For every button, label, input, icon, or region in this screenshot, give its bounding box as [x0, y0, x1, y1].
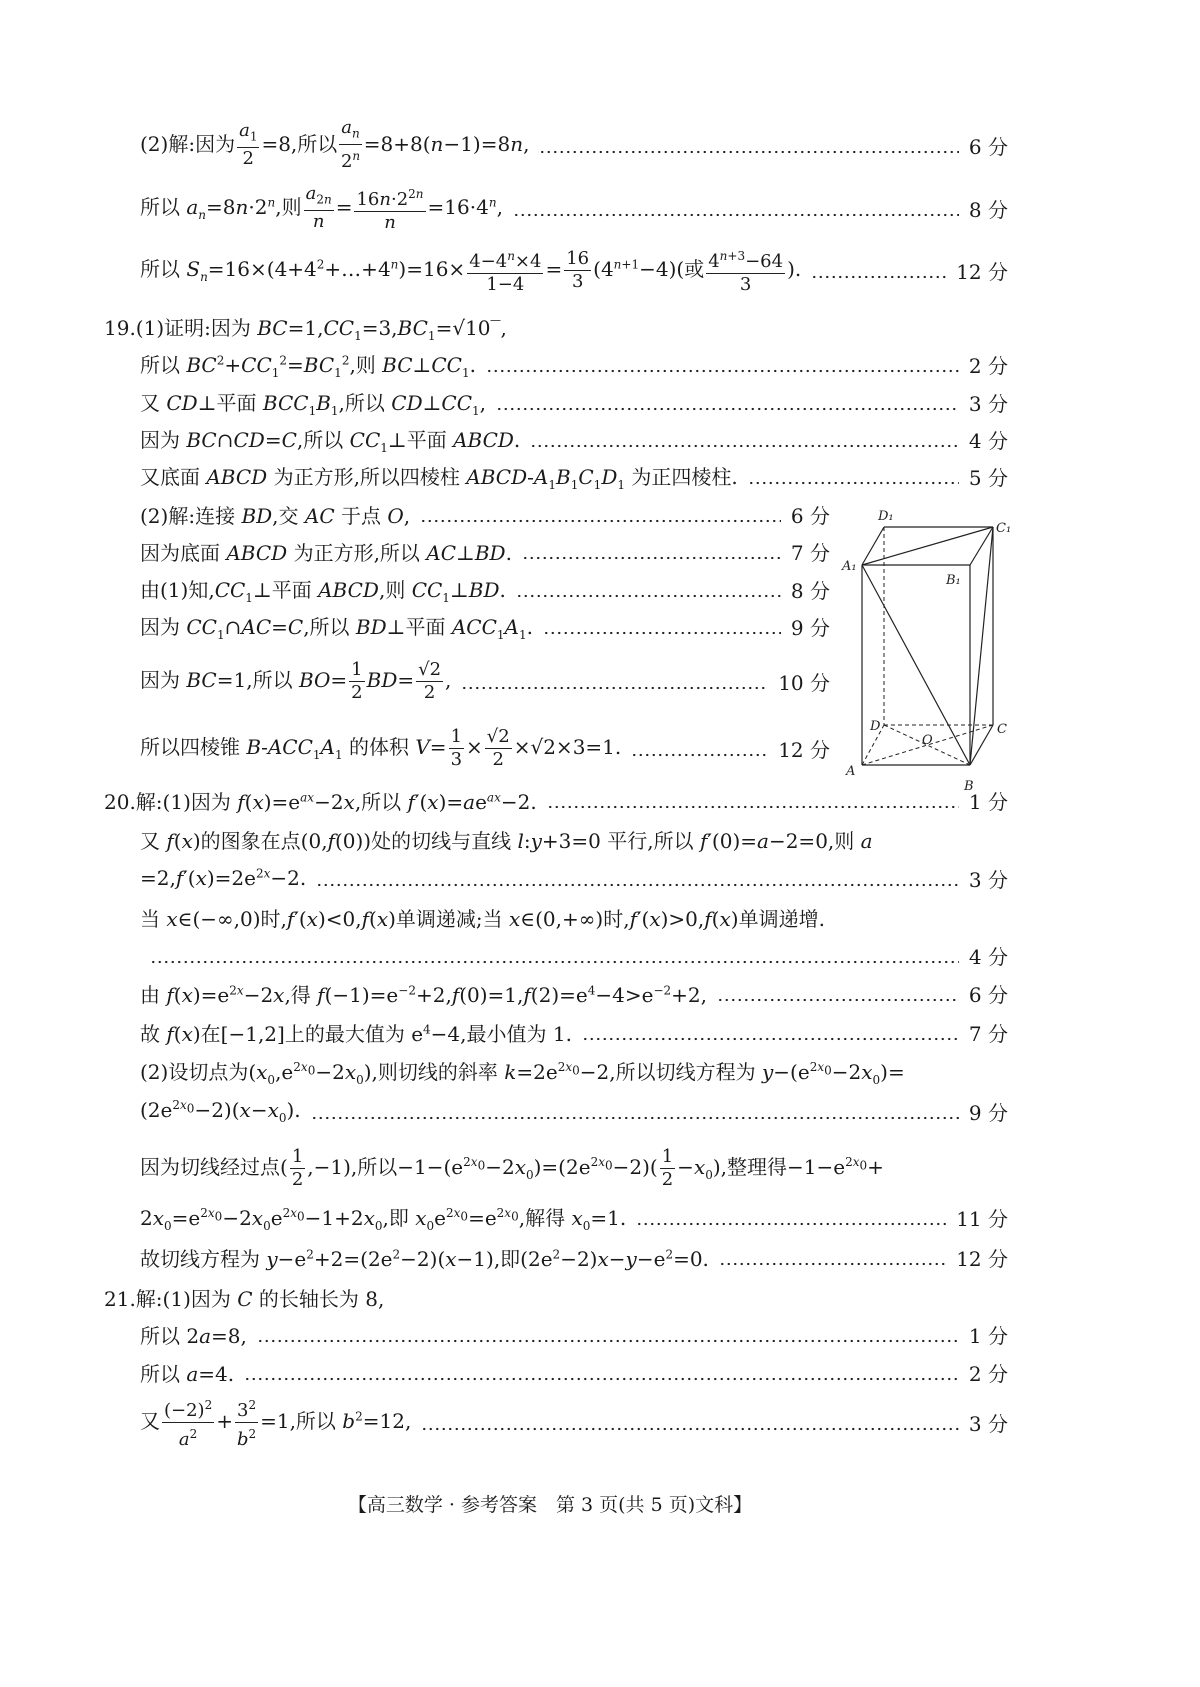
line-text: 因为切线经过点( $\frac{1}{2}$ ,−1),所以$-1-(e^{2x_0}-2x_0)=(2e^{2x_0}-2)$( $\frac{1}{2}$ $-x_0$),整理得$-1-e^{2x_0}+$ — [140, 1145, 884, 1190]
score-label: 7 分 — [790, 540, 830, 565]
answer-line — [140, 116, 1008, 173]
score-label: 5 分 — [968, 465, 1008, 490]
score-label: 11 分 — [956, 1206, 1008, 1231]
line-text: 所以 $S_n=16\times(4+4^2+\dots+4^n)=16\times$ $\frac{4-4^n\times 4}{1-4}$ = $\frac{16}{3}$ $(4^{n+1}-4)$(或 $\frac{4^{n+3}-64}{3}$ ). — [140, 245, 801, 296]
line-text: 所以 a=4. — [140, 1361, 235, 1386]
score-label: 12 分 — [778, 737, 830, 762]
line-text: (2)解:因为 $\frac{a_1}{2}$ =8,所以 $\frac{a_n}{2^n}$ =8+8(n−1)=8n, — [140, 116, 530, 173]
score-label: 10 分 — [778, 670, 830, 695]
dot-leader — [516, 579, 781, 599]
label-a1: A₁ — [842, 559, 857, 574]
dot-leader — [257, 1324, 959, 1344]
label-a: A — [846, 764, 856, 779]
dot-leader — [717, 983, 959, 1003]
dot-leader — [311, 1101, 959, 1121]
score-label: 4 分 — [968, 428, 1008, 453]
answer-line — [140, 382, 1008, 422]
prism-figure — [840, 500, 1030, 800]
answer-line — [140, 344, 1008, 384]
dot-leader — [631, 738, 768, 758]
dot-leader — [811, 260, 946, 280]
score-label: 12 分 — [956, 1246, 1008, 1271]
line-text: 由 $f(x)=e^{2x}-2x$,得 $f(-1)=e^{-2}+2,f(0)=1,f(2)=e^4-4>e^{-2}+2$, — [140, 982, 707, 1007]
dot-leader — [316, 868, 959, 888]
score-label: 7 分 — [968, 1021, 1008, 1046]
line-text: 19.(1)证明:因为 $BC=1,CC_1=3,BC_1=√10‾$, — [104, 315, 507, 343]
line-text: $2x_0=e^{2x_0}-2x_0e^{2x_0}-1+2x_0$,即 $x_0e^{2x_0}=e^{2x_0}$,解得 $x_0=1$. — [140, 1205, 627, 1233]
score-label: 9 分 — [968, 1100, 1008, 1125]
score-label: 3 分 — [968, 391, 1008, 416]
page-footer: 【高三数学 · 参考答案 第 3 页(共 5 页)文科】 — [347, 1494, 753, 1516]
answer-line — [140, 725, 830, 770]
answer-line — [140, 569, 830, 609]
score-label: 2 分 — [968, 353, 1008, 378]
answer-line — [104, 307, 1008, 347]
dot-leader — [461, 671, 768, 691]
line-text: 所以 $a_n=8n\cdot 2^n$,则 $\frac{a_{2n}}{n}$ = $\frac{16n\cdot 2^{2n}}{n}$ $=16\cdot 4^n$, — [140, 182, 503, 233]
label-c1: C₁ — [996, 521, 1012, 536]
dot-leader — [719, 1247, 946, 1267]
score-label: 2 分 — [968, 1361, 1008, 1386]
score-label: 6 分 — [968, 134, 1008, 159]
label-d: D — [870, 719, 881, 734]
line-text: $(2e^{2x_0}-2)(x-x_0)$. — [140, 1097, 301, 1125]
answer-line — [140, 1237, 1008, 1277]
answer-line — [140, 858, 1008, 898]
answer-line — [140, 494, 830, 534]
line-text: 当 x∈(−∞,0)时,f′(x)<0,f(x)单调递减;当 x∈(0,+∞)时,f′(x)>0,f(x)单调递增. — [140, 906, 825, 931]
answer-line — [140, 1397, 1008, 1450]
line-text: (2)解:连接 BD,交 AC 于点 O, — [140, 503, 411, 528]
score-label: 8 分 — [790, 578, 830, 603]
line-text: 又 f(x)的图象在点(0,f(0))处的切线与直线 l:y+3=0 平行,所以 f′(0)=a−2=0,则 a — [140, 828, 873, 853]
score-label: 3 分 — [968, 1411, 1008, 1436]
edge-a1b — [862, 565, 970, 765]
score-label: 4 分 — [968, 944, 1008, 969]
dot-leader — [636, 1207, 946, 1227]
line-text: 故切线方程为 $y-e^2+2=(2e^2-2)(x-1)$,即$(2e^2-2)x-y-e^2=0$. — [140, 1246, 709, 1271]
line-text: 又 CD⊥平面 $BCC_1B_1$,所以 $CD\perp CC_1$, — [140, 390, 487, 418]
dot-leader — [513, 198, 959, 218]
answer-line — [140, 419, 1008, 459]
edge-bc1 — [970, 527, 993, 765]
answer-line — [140, 935, 1008, 975]
line-text: 20.解:(1)因为 $f(x)=e^{ax}-2x$,所以 $f'(x)=ae^{ax}-2$. — [104, 789, 537, 814]
score-label: 9 分 — [790, 615, 830, 640]
answer-line — [104, 1277, 1008, 1317]
score-label: 6 分 — [790, 503, 830, 528]
answer-line — [140, 1091, 1008, 1131]
answer-line — [140, 1145, 1008, 1190]
score-label: 3 分 — [968, 867, 1008, 892]
dot-leader — [421, 1412, 959, 1432]
dot-leader — [748, 466, 959, 486]
dot-leader — [530, 429, 959, 449]
score-label: 6 分 — [968, 982, 1008, 1007]
answer-line — [140, 606, 830, 646]
answer-line — [140, 658, 830, 703]
answer-line — [140, 182, 1008, 233]
answer-line — [140, 819, 1008, 859]
dot-leader — [486, 354, 959, 374]
dot-leader — [582, 1022, 959, 1042]
dot-leader — [420, 504, 781, 524]
line-text: 21.解:(1)因为 C 的长轴长为 8, — [104, 1286, 385, 1311]
line-text: 由(1)知$,CC_1\perp$平面 ABCD,则 $CC_1\perp BD$. — [140, 577, 506, 605]
dot-leader — [539, 135, 958, 155]
answer-line — [140, 1314, 1008, 1354]
answer-line — [140, 1197, 1008, 1237]
answer-line — [140, 897, 1008, 937]
line-text: 因为 BC=1,所以 BO= $\frac{1}{2}$ BD= $\frac{√2}{2}$ , — [140, 658, 452, 703]
answer-line — [140, 1051, 1008, 1091]
answer-line — [140, 973, 1008, 1013]
line-text: 故 f(x)在[−1,2]上的最大值为 $e^4-4$,最小值为 1. — [140, 1021, 572, 1046]
dot-leader — [522, 541, 781, 561]
label-o: O — [922, 733, 933, 748]
dot-leader — [543, 616, 781, 636]
answer-line — [140, 531, 830, 571]
line-text: $=2,f'(x)=2e^{2x}-2$. — [140, 866, 307, 890]
score-label: 8 分 — [968, 197, 1008, 222]
dot-leader — [244, 1362, 959, 1382]
line-text: 因为 BC∩CD=C,所以 $CC_1\perp$平面 ABCD. — [140, 427, 521, 455]
line-text: 所以 $BC^2+CC_1^2=BC_1^2$,则 $BC\perp CC_1$. — [140, 352, 476, 380]
line-text: 因为底面 ABCD 为正方形,所以 AC⊥BD. — [140, 540, 512, 565]
label-b: B — [964, 779, 974, 794]
line-text: 所以四棱锥 $B-ACC_1A_1$ 的体积 V= $\frac{1}{3}$ × $\frac{√2}{2}$ ×√2×3=1. — [140, 725, 622, 770]
dot-leader — [150, 945, 959, 965]
answer-line — [140, 1012, 1008, 1052]
label-b1: B₁ — [946, 573, 961, 588]
line-text: 所以 2a=8, — [140, 1323, 247, 1348]
score-label: 1 分 — [968, 1323, 1008, 1348]
line-text: 因为 $CC_1\cap AC=C$,所以 BD⊥平面 $ACC_1A_1$. — [140, 614, 533, 642]
line-text: 又底面 ABCD 为正方形,所以四棱柱 ABCD-$A_1B_1C_1D_1$ 为正四棱柱. — [140, 464, 738, 492]
answer-line — [140, 247, 1008, 295]
score-label: 1 分 — [968, 789, 1008, 814]
answer-line — [140, 1352, 1008, 1392]
label-c: C — [997, 722, 1007, 737]
answer-line — [140, 456, 1008, 496]
dot-leader — [496, 392, 959, 412]
line-text: 又 $\frac{(-2)^2}{a^2}$ + $\frac{3^2}{b^2}$ =1,所以 $b^2=12$, — [140, 1394, 411, 1451]
line-text: (2)设切点为$(x_0,e^{2x_0}-2x_0)$,则切线的斜率 $k=2e^{2x_0}-2$,所以切线方程为 $y-(e^{2x_0}-2x_0)=$ — [140, 1059, 905, 1087]
score-label: 12 分 — [956, 259, 1008, 284]
label-d1: D₁ — [878, 509, 894, 524]
